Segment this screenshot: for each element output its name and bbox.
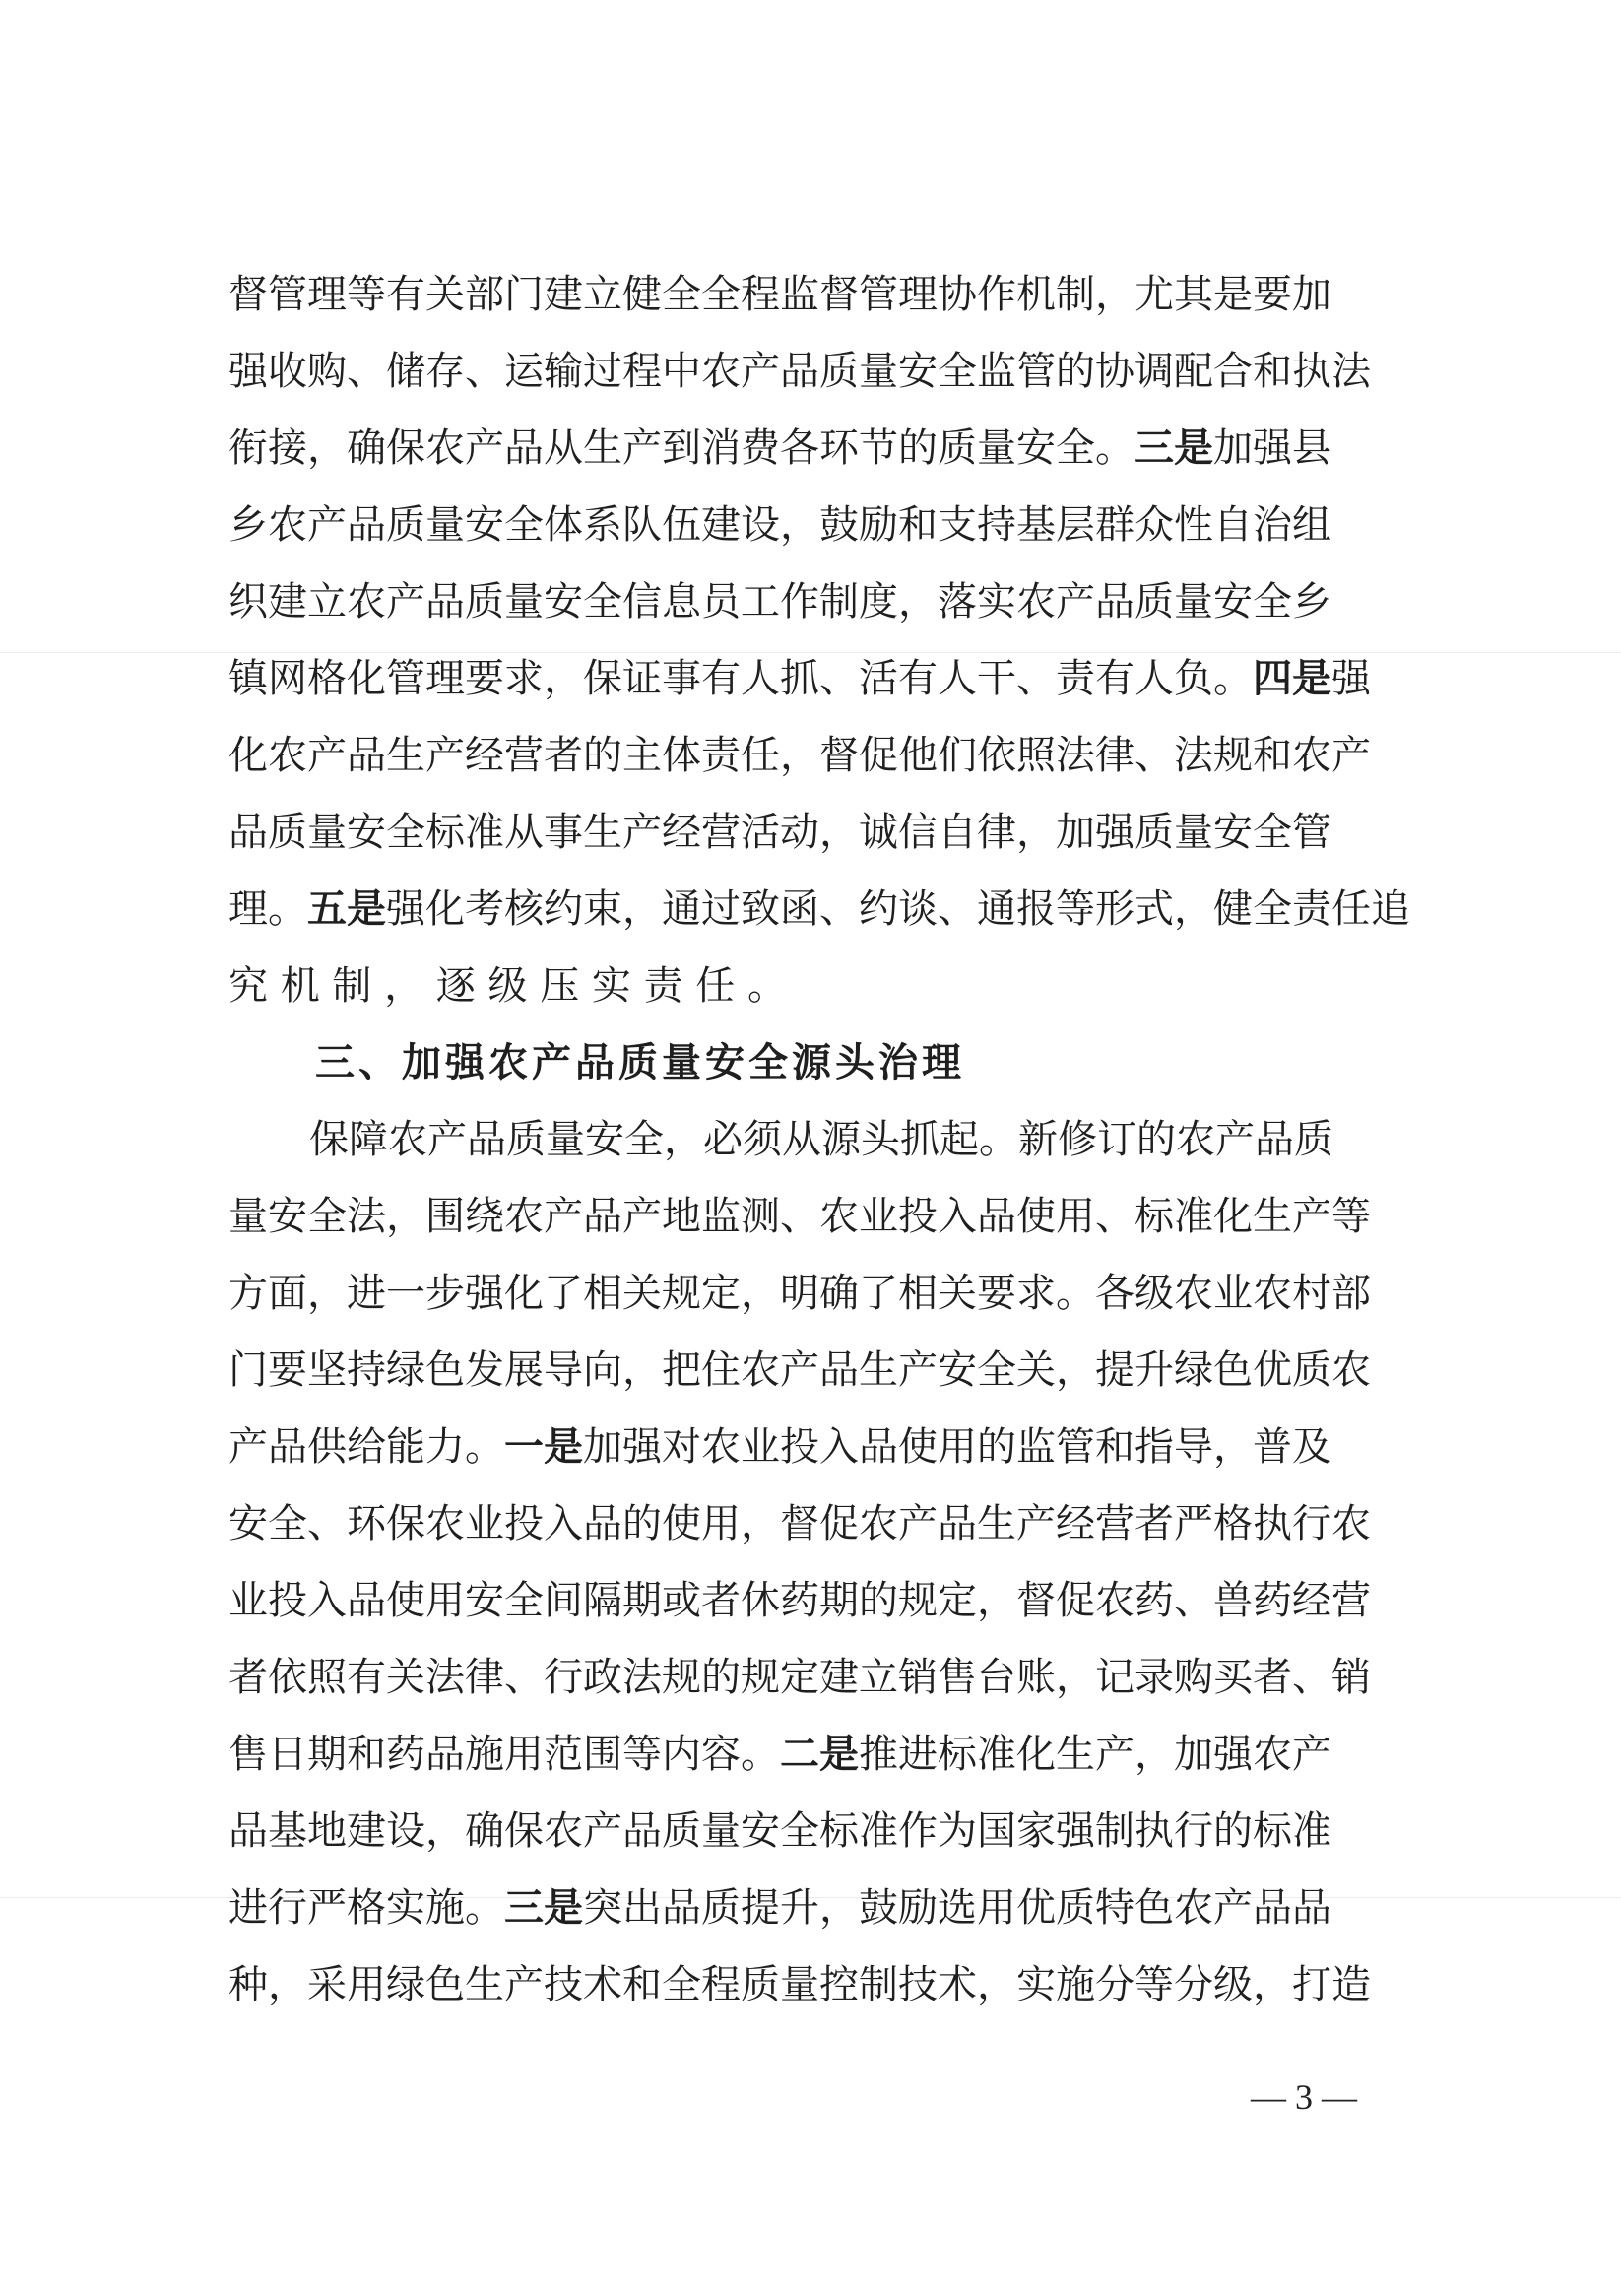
line-text: 织建立农产品质量安全信息员工作制度，落实农产品质量安全乡 — [228, 579, 1331, 624]
line-text: 强 — [1331, 656, 1371, 701]
line-text: 究机制，逐级压实责任。 — [228, 963, 800, 1009]
emphasis-text: 一是 — [504, 1424, 583, 1470]
body-text — [228, 256, 1435, 2023]
paragraph-line — [228, 1639, 1435, 1716]
paragraph-line — [228, 1793, 1435, 1870]
paragraph-line — [228, 1716, 1435, 1793]
section-heading — [228, 1024, 1435, 1101]
paragraph-line — [228, 871, 1435, 948]
paragraph-line — [228, 1562, 1435, 1639]
paragraph-line — [228, 640, 1435, 717]
line-text: 业投入品使用安全间隔期或者休药期的规定，督促农药、兽药经营 — [228, 1578, 1371, 1623]
paragraph-line — [228, 717, 1435, 794]
paragraph-line — [228, 333, 1435, 410]
line-text: 加强对农业投入品使用的监管和指导，普及 — [583, 1424, 1331, 1470]
line-text: 强化考核约束，通过致函、约谈、通报等形式，健全责任追 — [386, 886, 1410, 932]
line-text: 镇网格化管理要求，保证事有人抓、活有人干、责有人负。 — [228, 656, 1253, 701]
line-text: 加强县 — [1213, 426, 1331, 471]
line-text: 安全、环保农业投入品的使用，督促农产品生产经营者严格执行农 — [228, 1501, 1371, 1546]
paragraph-line — [228, 1409, 1435, 1485]
line-text: 品质量安全标准从事生产经营活动，诚信自律，加强质量安全管 — [228, 810, 1331, 855]
line-text: 门要坚持绿色发展导向，把住农产品生产安全关，提升绿色优质农 — [228, 1347, 1371, 1393]
emphasis-text: 二是 — [780, 1732, 859, 1777]
line-text: 售日期和药品施用范围等内容。 — [228, 1732, 780, 1777]
paragraph-line — [228, 948, 1435, 1024]
paragraph-line — [228, 1485, 1435, 1562]
line-text: 方面，进一步强化了相关规定，明确了相关要求。各级农业农村部 — [228, 1271, 1371, 1316]
paragraph-line — [228, 410, 1435, 487]
line-text: 督管理等有关部门建立健全全程监督管理协作机制，尤其是要加 — [228, 272, 1331, 317]
paragraph-line — [228, 256, 1435, 333]
line-text: 三、加强农产品质量安全源头治理 — [315, 1040, 965, 1085]
paragraph-line — [228, 563, 1435, 640]
line-text: 衔接，确保农产品从生产到消费各环节的质量安全。 — [228, 426, 1135, 471]
emphasis-text: 三是 — [1135, 426, 1213, 471]
line-text: 化农产品生产经营者的主体责任，督促他们依照法律、法规和农产 — [228, 733, 1371, 778]
line-text: 者依照有关法律、行政法规的规定建立销售台账，记录购买者、销 — [228, 1655, 1371, 1700]
line-text: 种，采用绿色生产技术和全程质量控制技术，实施分等分级，打造 — [228, 1962, 1371, 2007]
paragraph-line — [228, 1255, 1435, 1332]
line-text: 量安全法，围绕农产品产地监测、农业投入品使用、标准化生产等 — [228, 1194, 1371, 1239]
paragraph-line — [228, 1332, 1435, 1409]
line-text: 进行严格实施。 — [228, 1885, 504, 1931]
line-text: 理。 — [228, 886, 307, 932]
line-text: 保障农产品质量安全，必须从源头抓起。新修订的农产品质 — [309, 1117, 1333, 1162]
line-text: 品基地建设，确保农产品质量安全标准作为国家强制执行的标准 — [228, 1808, 1331, 1854]
paragraph-line — [228, 1178, 1435, 1255]
paragraph-line — [228, 487, 1435, 563]
page-number: — 3 — — [1251, 2077, 1357, 2117]
emphasis-text: 三是 — [504, 1885, 583, 1931]
line-text: 乡农产品质量安全体系队伍建设，鼓励和支持基层群众性自治组 — [228, 502, 1331, 548]
line-text: 推进标准化生产，加强农产 — [859, 1732, 1331, 1777]
paragraph-line — [228, 1870, 1435, 1946]
emphasis-text: 四是 — [1253, 656, 1331, 701]
line-text: 产品供给能力。 — [228, 1424, 504, 1470]
paragraph-line — [228, 1101, 1435, 1178]
line-text: 强收购、储存、运输过程中农产品质量安全监管的协调配合和执法 — [228, 349, 1371, 394]
paragraph-line — [228, 1946, 1435, 2023]
emphasis-text: 五是 — [307, 886, 386, 932]
paragraph-line — [228, 794, 1435, 871]
line-text: 突出品质提升，鼓励选用优质特色农产品品 — [583, 1885, 1331, 1931]
